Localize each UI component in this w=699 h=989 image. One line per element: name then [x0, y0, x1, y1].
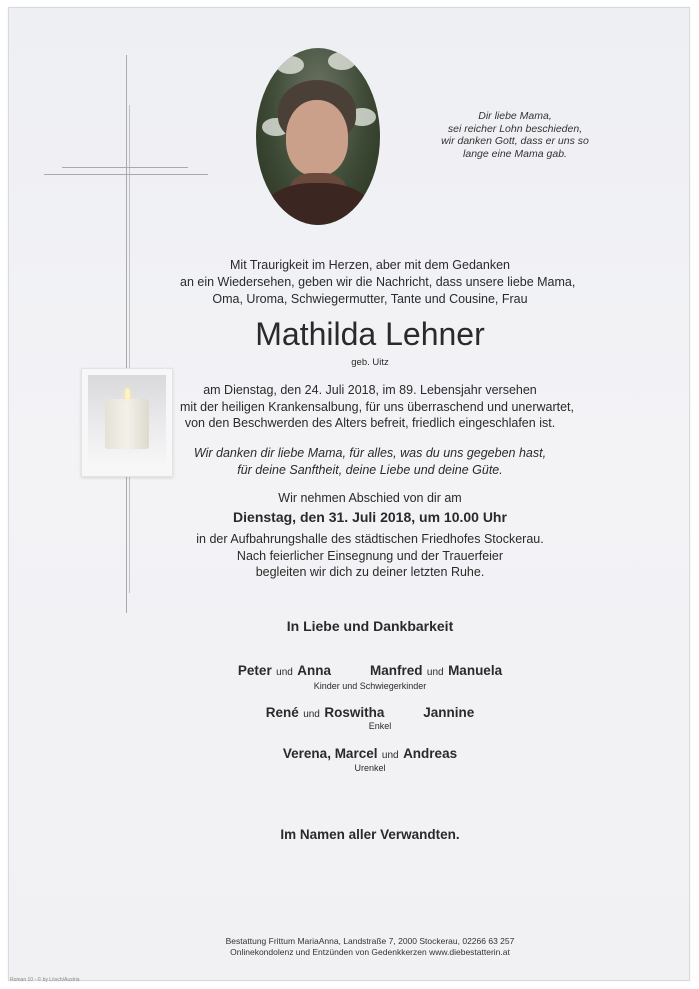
children-names — [180, 662, 560, 680]
poem-line: Dir liebe Mama, — [478, 110, 552, 122]
funeral-place — [180, 531, 560, 581]
death-line: am Dienstag, den 24. Juli 2018, im 89. Lebensjahr versehen — [203, 383, 537, 397]
mourner-name: Peter — [237, 663, 272, 678]
death-line: von den Beschwerden des Alters befreit, friedlich eingeschlafen ist. — [184, 416, 556, 430]
grandchildren-names — [180, 704, 560, 722]
place-line: Nach feierlicher Einsegnung und der Trauerfeier — [236, 548, 504, 563]
mourner-name: Andreas — [403, 746, 458, 761]
great-grandchildren-names — [180, 745, 560, 763]
place-line: in der Aufbahrungshalle des städtischen Friedhofes Stockerau. — [196, 532, 544, 546]
und-word: und — [276, 667, 293, 678]
memorial-poem — [410, 110, 620, 160]
mourner-name: Manuela — [448, 663, 503, 678]
funeral-date: Dienstag, den 31. Juli 2018, um 10.00 Uhr — [233, 509, 507, 525]
cross-crossbar — [44, 167, 208, 175]
cross-icon — [126, 55, 130, 613]
footer-address: Bestattung Frittum MariaAnna, Landstraße 7, 2000 Stockerau, 02266 63 257 — [225, 936, 515, 946]
mourners-heading: In Liebe und Dankbarkeit — [286, 618, 454, 634]
grandchildren-relation: Enkel — [368, 721, 392, 731]
mourner-name: René — [265, 705, 299, 720]
death-line: mit der heiligen Krankensalbung, für uns überraschend und unerwartet, — [180, 399, 574, 414]
thanks-line: Wir danken dir liebe Mama, für alles, was du uns gegeben hast, — [193, 446, 547, 460]
footer — [180, 936, 560, 958]
footer-website: Onlinekondolenz und Entzünden von Gedenkkerzen www.diebestatterin.at — [230, 947, 510, 957]
children-relation: Kinder und Schwiegerkinder — [313, 681, 427, 691]
thanks-line: für deine Sanftheit, deine Liebe und deine Güte. — [237, 462, 503, 477]
closing-line: Im Namen aller Verwandten. — [280, 827, 460, 842]
mourner-name: Jannine — [423, 705, 475, 720]
poem-line: lange eine Mama gab. — [463, 147, 567, 160]
und-word: und — [381, 750, 399, 761]
intro-line: an ein Wiedersehen, geben wir die Nachricht, dass unsere liebe Mama, — [180, 275, 576, 289]
birth-name: geb. Uitz — [351, 357, 389, 368]
candle-icon — [81, 368, 173, 477]
mourner-name: Verena, Marcel — [282, 746, 378, 761]
intro-line: Oma, Uroma, Schwiegermutter, Tante und Cousine, Frau — [212, 292, 528, 306]
farewell-intro: Wir nehmen Abschied von dir am — [278, 491, 462, 505]
poem-line: wir danken Gott, dass er uns so — [441, 135, 589, 147]
place-line: begleiten wir dich zu deiner letzten Ruhe. — [255, 565, 485, 579]
und-word: und — [303, 709, 320, 720]
deceased-name: Mathilda Lehner — [255, 316, 485, 352]
intro-text — [180, 257, 576, 308]
mourner-name: Anna — [297, 663, 332, 678]
thanks-text — [180, 445, 560, 478]
portrait-photo — [256, 48, 380, 225]
poem-line: sei reicher Lohn beschieden, — [447, 122, 583, 135]
template-note: Roman 10 - © by Lösch/Austria — [10, 977, 80, 983]
mourner-name: Manfred — [369, 663, 423, 678]
death-notice — [180, 382, 574, 432]
mourner-name: Roswitha — [324, 705, 385, 720]
intro-line: Mit Traurigkeit im Herzen, aber mit dem Gedanken — [230, 258, 510, 272]
und-word: und — [426, 667, 444, 678]
great-grandchildren-relation: Urenkel — [354, 763, 386, 773]
